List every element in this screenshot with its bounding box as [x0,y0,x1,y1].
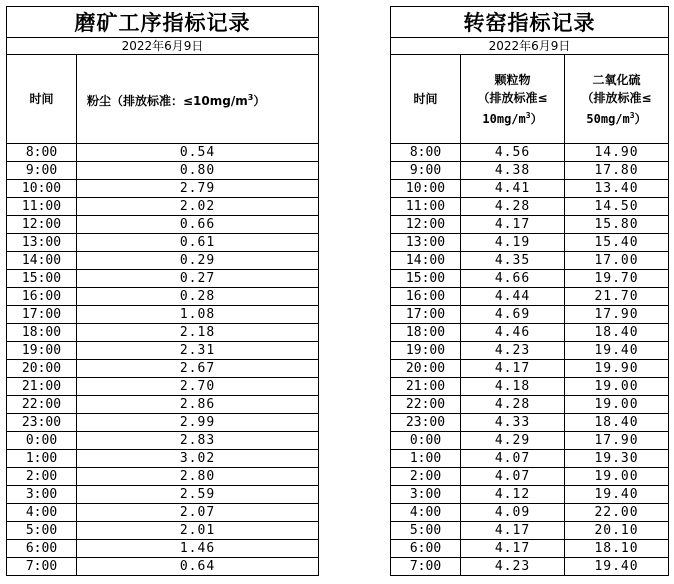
time-cell: 16:00 [391,288,461,306]
table-row [7,198,319,216]
time-cell: 19:00 [391,342,461,360]
particulate-value-cell: 4.56 [461,144,565,162]
particulate-header-line2: （排放标准≤ [477,90,548,105]
table-row [391,288,669,306]
dust-value-cell: 0.27 [77,270,319,288]
table-row [7,504,319,522]
time-cell: 11:00 [391,198,461,216]
table-row [391,504,669,522]
table-row [391,252,669,270]
so2-value-cell: 19.30 [565,450,669,468]
dust-value-cell: 2.83 [77,432,319,450]
table-row [7,378,319,396]
particulate-value-cell: 4.09 [461,504,565,522]
particulate-value-cell: 4.07 [461,468,565,486]
table-row [391,234,669,252]
table-row [391,162,669,180]
time-cell: 9:00 [391,162,461,180]
table-row [7,306,319,324]
so2-value-cell: 19.90 [565,360,669,378]
particulate-value-cell: 4.17 [461,216,565,234]
table-row [391,540,669,558]
table-row [7,144,319,162]
table-row [7,414,319,432]
so2-value-cell: 18.10 [565,540,669,558]
time-cell: 13:00 [391,234,461,252]
table-row [391,144,669,162]
time-cell: 1:00 [7,450,77,468]
particulate-value-cell: 4.28 [461,396,565,414]
dust-value-cell: 0.80 [77,162,319,180]
table-row [391,180,669,198]
table-row [391,432,669,450]
table-row [391,468,669,486]
time-cell: 5:00 [7,522,77,540]
time-cell: 14:00 [391,252,461,270]
particulate-value-cell: 4.23 [461,342,565,360]
table-row [7,342,319,360]
particulate-value-cell: 4.46 [461,324,565,342]
time-cell: 8:00 [7,144,77,162]
particulate-value-cell: 4.41 [461,180,565,198]
time-cell: 23:00 [391,414,461,432]
table-row [7,180,319,198]
time-cell: 9:00 [7,162,77,180]
time-cell: 21:00 [7,378,77,396]
so2-value-cell: 15.80 [565,216,669,234]
dust-value-cell: 0.61 [77,234,319,252]
dust-value-cell: 2.79 [77,180,319,198]
particulate-value-cell: 4.38 [461,162,565,180]
dust-value-cell: 2.86 [77,396,319,414]
dust-value-cell: 2.07 [77,504,319,522]
time-cell: 8:00 [391,144,461,162]
so2-header-close: ） [634,111,647,126]
time-cell: 6:00 [7,540,77,558]
time-cell: 22:00 [7,396,77,414]
particulate-value-cell: 4.17 [461,540,565,558]
dust-value-cell: 1.08 [77,306,319,324]
particulate-header-line1: 颗粒物 [494,72,531,87]
time-cell: 5:00 [391,522,461,540]
table-row [7,324,319,342]
particulate-value-cell: 4.35 [461,252,565,270]
so2-value-cell: 15.40 [565,234,669,252]
so2-value-cell: 13.40 [565,180,669,198]
dust-header-close: ） [253,93,266,108]
dust-value-cell: 0.64 [77,558,319,576]
time-cell: 17:00 [391,306,461,324]
time-cell: 2:00 [391,468,461,486]
so2-value-cell: 17.90 [565,432,669,450]
time-cell: 18:00 [391,324,461,342]
particulate-value-cell: 4.19 [461,234,565,252]
particulate-value-cell: 4.17 [461,522,565,540]
column-header-time: 时间 [391,55,461,144]
particulate-value-cell: 4.69 [461,306,565,324]
so2-value-cell: 18.40 [565,324,669,342]
dust-value-cell: 3.02 [77,450,319,468]
particulate-value-cell: 4.07 [461,450,565,468]
particulate-value-cell: 4.18 [461,378,565,396]
so2-value-cell: 14.90 [565,144,669,162]
particulate-value-cell: 4.33 [461,414,565,432]
particulate-unit: 10mg/m [482,111,526,126]
table-row [391,396,669,414]
time-cell: 6:00 [391,540,461,558]
time-cell: 12:00 [7,216,77,234]
so2-value-cell: 22.00 [565,504,669,522]
table-row [7,432,319,450]
dust-value-cell: 2.99 [77,414,319,432]
particulate-unit-superscript: 3 [525,110,531,120]
time-cell: 21:00 [391,378,461,396]
table-row [391,360,669,378]
particulate-value-cell: 4.28 [461,198,565,216]
table-row [7,486,319,504]
time-cell: 7:00 [391,558,461,576]
table-row [391,486,669,504]
time-cell: 22:00 [391,396,461,414]
time-cell: 19:00 [7,342,77,360]
dust-value-cell: 0.29 [77,252,319,270]
so2-value-cell: 18.40 [565,414,669,432]
time-cell: 23:00 [7,414,77,432]
table-row [7,234,319,252]
so2-value-cell: 19.40 [565,558,669,576]
table-row [7,288,319,306]
table-row [7,270,319,288]
table-row [391,558,669,576]
column-header-time: 时间 [7,55,77,144]
table-row [391,522,669,540]
time-cell: 11:00 [7,198,77,216]
particulate-value-cell: 4.12 [461,486,565,504]
dust-value-cell: 2.31 [77,342,319,360]
time-cell: 13:00 [7,234,77,252]
table-row [391,342,669,360]
so2-value-cell: 19.40 [565,342,669,360]
table-row [391,378,669,396]
dust-value-cell: 2.18 [77,324,319,342]
table-row [7,540,319,558]
time-cell: 4:00 [391,504,461,522]
so2-value-cell: 19.00 [565,378,669,396]
table-row [7,216,319,234]
time-cell: 20:00 [7,360,77,378]
so2-header-line2: （排放标准≤ [581,90,652,105]
table-row [7,522,319,540]
dust-value-cell: 2.02 [77,198,319,216]
time-cell: 20:00 [391,360,461,378]
time-cell: 15:00 [391,270,461,288]
dust-value-cell: 2.70 [77,378,319,396]
dust-value-cell: 1.46 [77,540,319,558]
particulate-value-cell: 4.23 [461,558,565,576]
so2-value-cell: 19.00 [565,396,669,414]
so2-value-cell: 14.50 [565,198,669,216]
dust-value-cell: 2.80 [77,468,319,486]
particulate-value-cell: 4.66 [461,270,565,288]
table-title: 磨矿工序指标记录 [7,7,319,38]
dust-value-cell: 0.66 [77,216,319,234]
so2-header-line1: 二氧化硫 [592,72,641,87]
table-row [7,396,319,414]
column-header-dust [77,55,319,144]
so2-value-cell: 17.80 [565,162,669,180]
so2-value-cell: 21.70 [565,288,669,306]
particulate-value-cell: 4.17 [461,360,565,378]
so2-value-cell: 19.00 [565,468,669,486]
so2-value-cell: 19.70 [565,270,669,288]
kiln-indicator-table [390,6,669,576]
so2-value-cell: 17.00 [565,252,669,270]
table-row [7,360,319,378]
time-cell: 14:00 [7,252,77,270]
so2-value-cell: 17.90 [565,306,669,324]
column-header-particulate [461,55,565,144]
time-cell: 2:00 [7,468,77,486]
so2-header-line3 [565,107,668,128]
table-date: 2022年6月9日 [391,38,669,55]
table-row [391,414,669,432]
grinding-indicator-table [6,6,319,576]
particulate-value-cell: 4.29 [461,432,565,450]
time-cell: 1:00 [391,450,461,468]
dust-header-label: 粉尘（排放标准：≤10mg/m [87,93,248,108]
column-header-sulfur-dioxide [565,55,669,144]
table-row [391,324,669,342]
so2-unit: 50mg/m [586,111,630,126]
time-cell: 12:00 [391,216,461,234]
time-cell: 3:00 [391,486,461,504]
particulate-value-cell: 4.44 [461,288,565,306]
time-cell: 17:00 [7,306,77,324]
dust-value-cell: 2.67 [77,360,319,378]
table-title: 转窑指标记录 [391,7,669,38]
table-row [7,468,319,486]
table-row [7,450,319,468]
time-cell: 15:00 [7,270,77,288]
table-row [391,306,669,324]
dust-header-superscript: 3 [247,92,254,102]
time-cell: 0:00 [391,432,461,450]
particulate-header-line3 [461,107,564,128]
time-cell: 7:00 [7,558,77,576]
table-row [391,216,669,234]
particulate-header-close: ） [530,111,543,126]
dust-value-cell: 0.28 [77,288,319,306]
table-date: 2022年6月9日 [7,38,319,55]
dust-value-cell: 2.59 [77,486,319,504]
time-cell: 18:00 [7,324,77,342]
table-row [391,198,669,216]
table-row [391,450,669,468]
table-row [7,252,319,270]
time-cell: 10:00 [391,180,461,198]
table-row [391,270,669,288]
dust-value-cell: 2.01 [77,522,319,540]
so2-value-cell: 20.10 [565,522,669,540]
time-cell: 0:00 [7,432,77,450]
time-cell: 4:00 [7,504,77,522]
so2-unit-superscript: 3 [629,110,635,120]
time-cell: 10:00 [7,180,77,198]
time-cell: 16:00 [7,288,77,306]
table-row [7,162,319,180]
time-cell: 3:00 [7,486,77,504]
dust-value-cell: 0.54 [77,144,319,162]
so2-value-cell: 19.40 [565,486,669,504]
table-row [7,558,319,576]
